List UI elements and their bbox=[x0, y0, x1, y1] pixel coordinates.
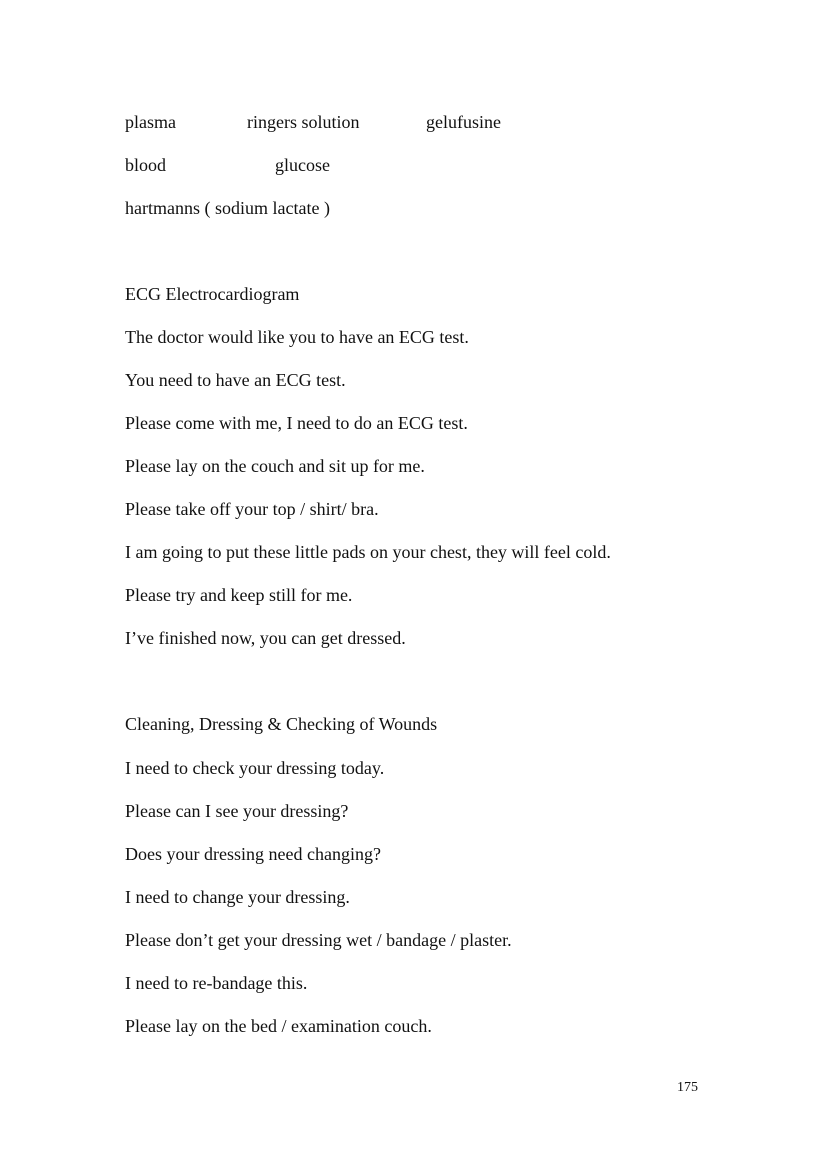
ecg-line: Please come with me, I need to do an ECG test. bbox=[125, 413, 468, 433]
fluid-ringers-solution: ringers solution bbox=[247, 112, 360, 132]
wounds-line: Please can I see your dressing? bbox=[125, 801, 349, 821]
ecg-line: The doctor would like you to have an ECG test. bbox=[125, 327, 469, 347]
ecg-line: You need to have an ECG test. bbox=[125, 370, 346, 390]
ecg-heading: ECG Electrocardiogram bbox=[125, 284, 300, 304]
wounds-line: Does your dressing need changing? bbox=[125, 844, 381, 864]
ecg-line: Please take off your top / shirt/ bra. bbox=[125, 499, 379, 519]
wounds-line: I need to re-bandage this. bbox=[125, 973, 308, 993]
fluid-plasma: plasma bbox=[125, 112, 176, 132]
ecg-line: I’ve finished now, you can get dressed. bbox=[125, 628, 406, 648]
wounds-line: I need to change your dressing. bbox=[125, 887, 350, 907]
page-number: 175 bbox=[677, 1080, 698, 1095]
wounds-line: Please don’t get your dressing wet / bandage / plaster. bbox=[125, 930, 512, 950]
fluid-blood: blood bbox=[125, 155, 167, 175]
fluid-hartmanns: hartmanns ( sodium lactate ) bbox=[125, 198, 330, 218]
ecg-line: Please lay on the couch and sit up for me. bbox=[125, 456, 425, 476]
wounds-line: I need to check your dressing today. bbox=[125, 758, 385, 778]
ecg-line: Please try and keep still for me. bbox=[125, 585, 353, 605]
wounds-line: Please lay on the bed / examination couch. bbox=[125, 1016, 432, 1036]
ecg-line: I am going to put these little pads on your chest, they will feel cold. bbox=[125, 542, 611, 562]
wounds-heading: Cleaning, Dressing & Checking of Wounds bbox=[125, 714, 438, 734]
fluid-glucose: glucose bbox=[275, 155, 330, 175]
fluid-gelufusine: gelufusine bbox=[426, 112, 501, 132]
